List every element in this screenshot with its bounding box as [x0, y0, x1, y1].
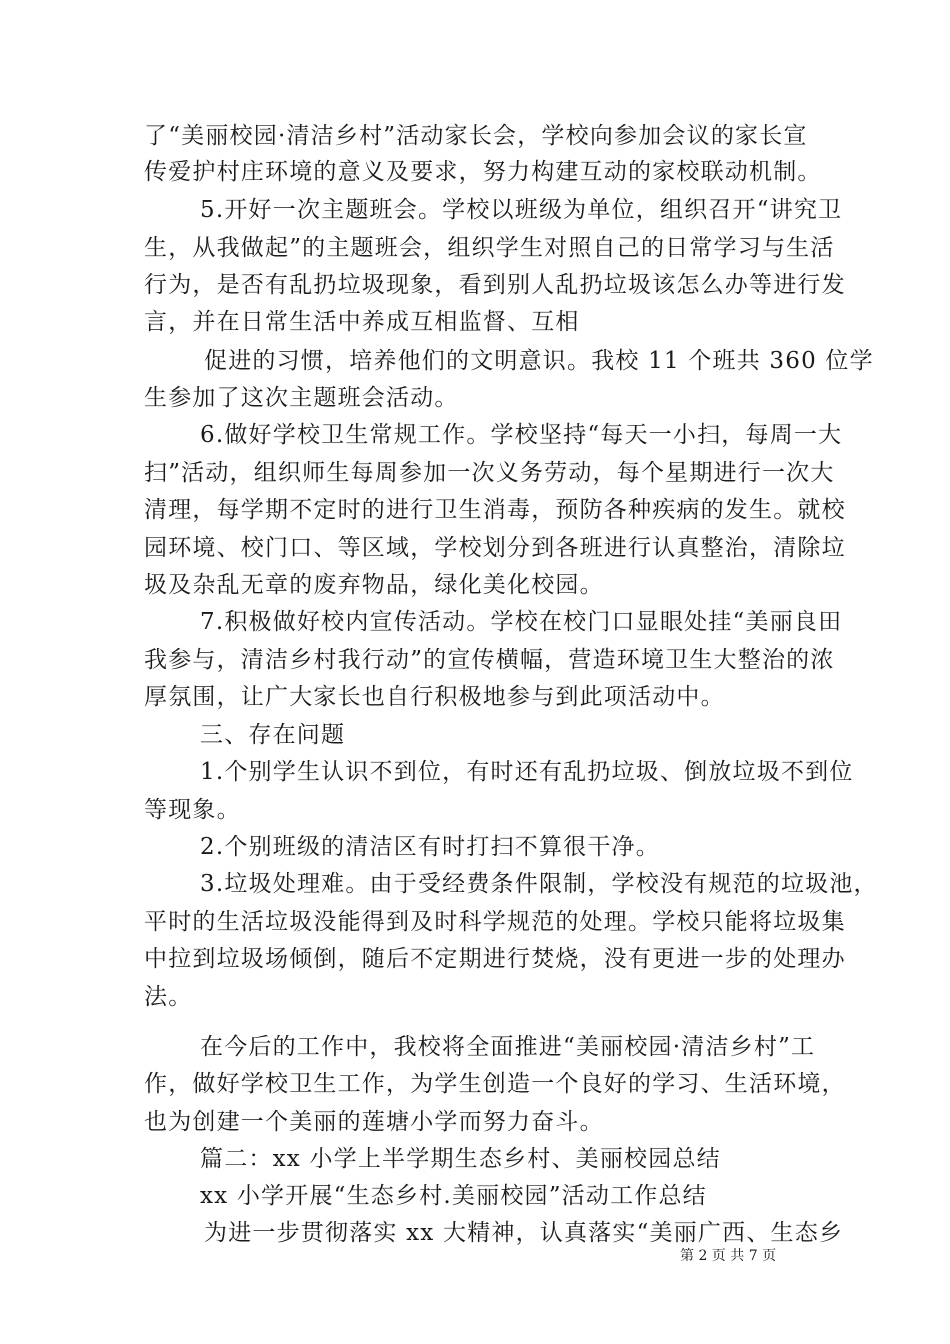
text-line: 7.积极做好校内宣传活动。学校在校门口显眼处挂“美丽良田	[200, 609, 843, 635]
text-line: 等现象。	[144, 797, 241, 823]
text-line: 厚氛围，让广大家长也自行积极地参与到此项活动中。	[144, 684, 725, 710]
text-line: 也为创建一个美丽的莲塘小学而努力奋斗。	[144, 1109, 604, 1135]
text-line: 促进的习惯，培养他们的文明意识。我校 11 个班共 360 位学	[204, 348, 874, 374]
text-line: 我参与，清洁乡村我行动”的宣传横幅，营造环境卫生大整治的浓	[144, 647, 835, 673]
text-line: 清理，每学期不定时的进行卫生消毒，预防各种疾病的发生。就校	[144, 497, 846, 523]
text-line: 生参加了这次主题班会活动。	[144, 385, 459, 411]
text-line: 生，从我做起”的主题班会，组织学生对照自己的日常学习与生活	[144, 235, 835, 261]
text-line: 作，做好学校卫生工作，为学生创造一个良好的学习、生活环境，	[144, 1071, 846, 1097]
text-line: 法。	[144, 984, 193, 1010]
text-line: 3.垃圾处理难。由于受经费条件限制，学校没有规范的垃圾池，	[200, 871, 878, 897]
article-heading: 篇二：xx 小学上半学期生态乡村、美丽校园总结	[200, 1146, 721, 1172]
text-line: 2.个别班级的清洁区有时打扫不算很干净。	[200, 834, 660, 860]
text-line: 6.做好学校卫生常规工作。学校坚持“每天一小扫，每周一大	[200, 422, 843, 448]
text-line: 行为，是否有乱扔垃圾现象，看到别人乱扔垃圾该怎么办等进行发	[144, 272, 846, 298]
text-line: 中拉到垃圾场倾倒，随后不定期进行焚烧，没有更进一步的处理办	[144, 946, 846, 972]
text-line: 园环境、校门口、等区域，学校划分到各班进行认真整治，清除垃	[144, 535, 846, 561]
text-line: 平时的生活垃圾没能得到及时科学规范的处理。学校只能将垃圾集	[144, 909, 846, 935]
article-subtitle: xx 小学开展“生态乡村.美丽校园”活动工作总结	[200, 1183, 707, 1209]
text-line: 1.个别学生认识不到位，有时还有乱扔垃圾、倒放垃圾不到位	[200, 759, 854, 785]
text-line: 圾及杂乱无章的废弃物品，绿化美化校园。	[144, 572, 604, 598]
text-line: 言，并在日常生活中养成互相监督、互相	[144, 309, 580, 335]
page-number-footer: 第 2 页 共 7 页	[680, 1248, 777, 1264]
text-line: 了“美丽校园·清洁乡村”活动家长会，学校向参加会议的家长宣	[144, 123, 808, 149]
text-line: 在今后的工作中，我校将全面推进“美丽校园·清洁乡村”工	[200, 1034, 816, 1060]
text-line: 传爱护村庄环境的意义及要求，努力构建互动的家校联动机制。	[144, 159, 822, 185]
text-line: 5.开好一次主题班会。学校以班级为单位，组织召开“讲究卫	[200, 197, 843, 223]
text-line: 扫”活动，组织师生每周参加一次义务劳动，每个星期进行一次大	[144, 460, 835, 486]
text-line: 为进一步贯彻落实 xx 大精神，认真落实“美丽广西、生态乡	[204, 1220, 844, 1246]
section-heading: 三、存在问题	[200, 722, 346, 748]
